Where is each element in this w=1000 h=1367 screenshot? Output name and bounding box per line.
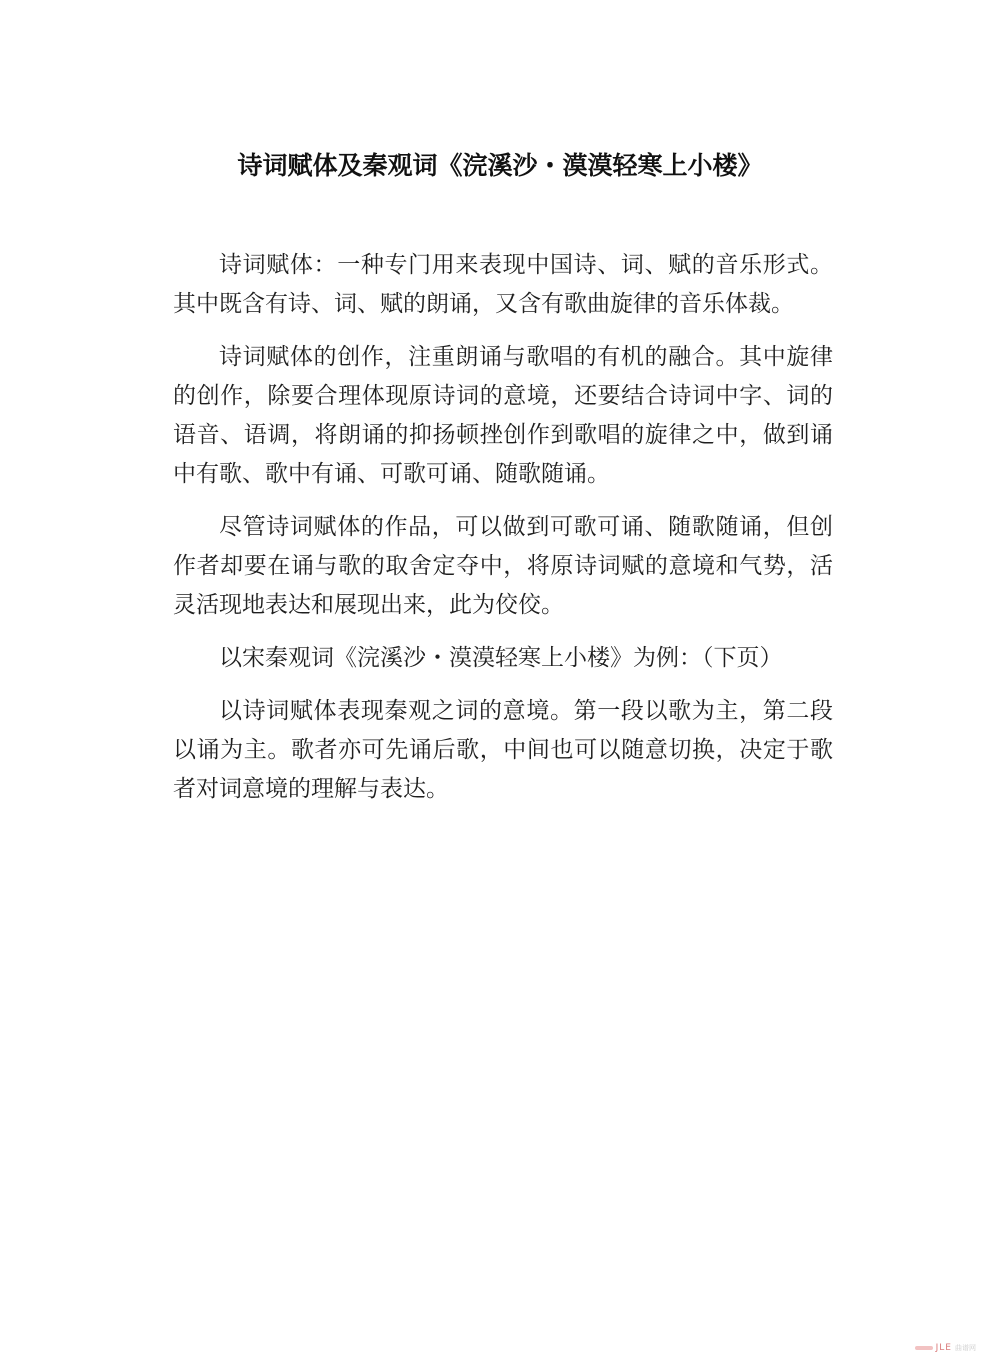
paragraph-definition: 诗词赋体：一种专门用来表现中国诗、词、赋的音乐形式。其中既含有诗、词、赋的朗诵，又含有歌曲旋律的音乐体裁。 — [173, 252, 833, 317]
document-body — [173, 246, 833, 823]
watermark-subtext: 曲谱网 — [955, 1344, 976, 1352]
logo-swoosh-icon — [915, 1346, 933, 1350]
watermark-logo — [915, 1343, 976, 1353]
watermark-text: JLE — [935, 1343, 952, 1353]
paragraph-interpretation: 以诗词赋体表现秦观之词的意境。第一段以歌为主，第二段以诵为主。歌者亦可先诵后歌，中间也可以随意切换，决定于歌者对词意境的理解与表达。 — [173, 698, 833, 802]
paragraph-example: 以宋秦观词《浣溪沙・漠漠轻寒上小楼》为例：（下页） — [219, 645, 783, 671]
document-title: 诗词赋体及秦观词《浣溪沙・漠漠轻寒上小楼》 — [237, 151, 763, 180]
paragraph-creation: 诗词赋体的创作，注重朗诵与歌唱的有机的融合。其中旋律的创作，除要合理体现原诗词的意境，还要结合诗词中字、词的语音、语调，将朗诵的抑扬顿挫创作到歌唱的旋律之中，做到诵中有歌、歌中有诵、可歌可诵、随歌随诵。 — [173, 344, 833, 487]
paragraph-excellence: 尽管诗词赋体的作品，可以做到可歌可诵、随歌随诵，但创作者却要在诵与歌的取舍定夺中，将原诗词赋的意境和气势，活灵活现地表达和展现出来，此为佼佼。 — [173, 514, 833, 618]
